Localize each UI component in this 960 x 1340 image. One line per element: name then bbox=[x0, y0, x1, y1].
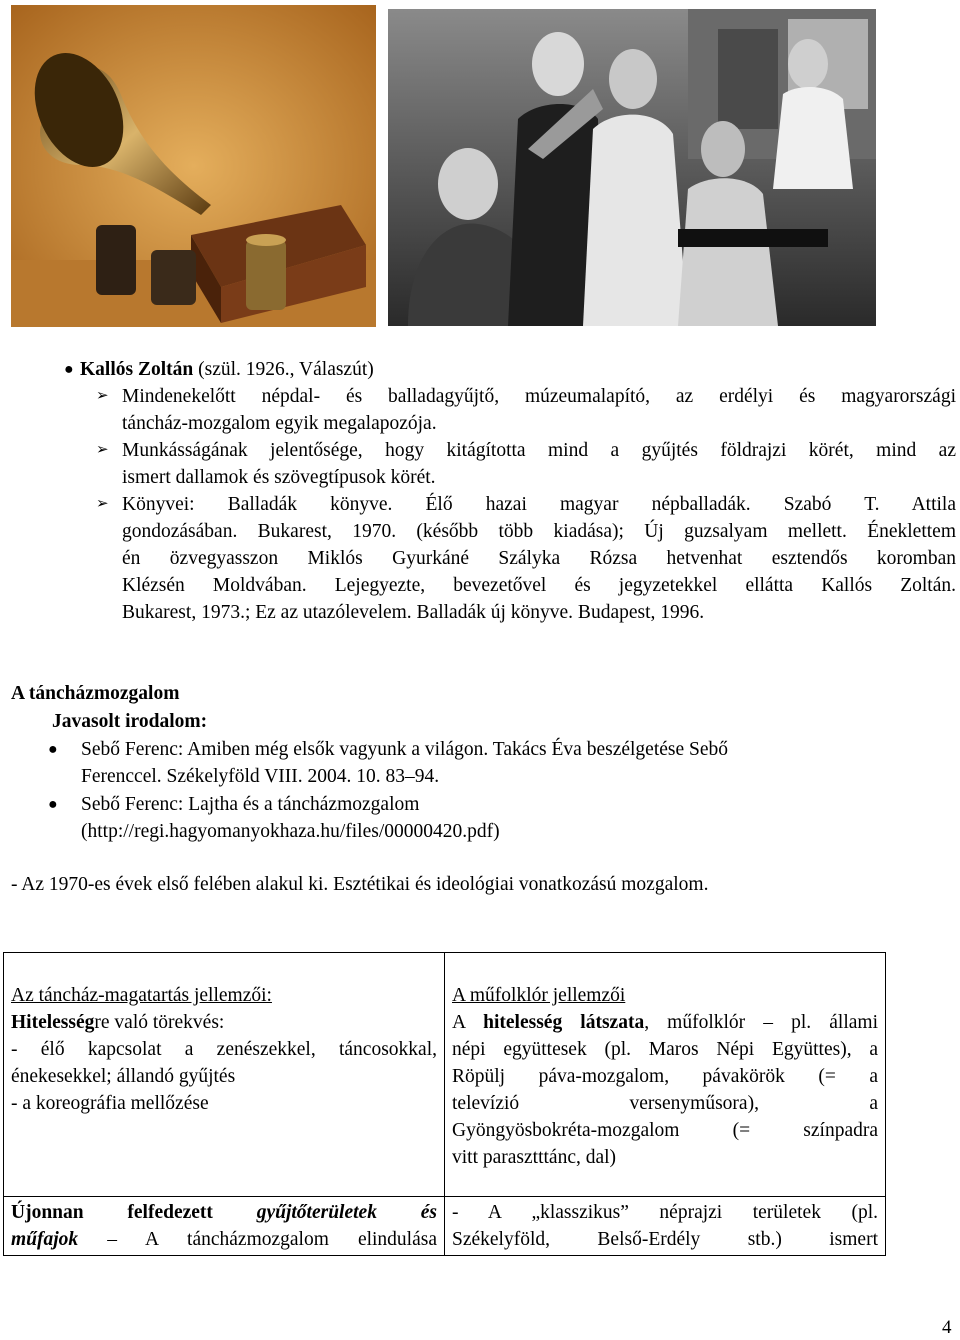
arrow-bullet-icon: ➢ bbox=[96, 388, 109, 404]
person-birth: (szül. 1926., Válaszút) bbox=[193, 359, 374, 380]
literature-item-2-line-1: Sebő Ferenc: Lajtha és a táncházmozgalom bbox=[81, 794, 420, 815]
arrow-bullet-icon: ➢ bbox=[96, 496, 109, 512]
point-3-line-5: Bukarest, 1973.; Ez az utazólevelem. Balladák új könyve. Budapest, 1996. bbox=[122, 602, 705, 623]
mufolklor-line-2: népi együttesek (pl. Maros Népi Együttes), a bbox=[452, 1039, 878, 1060]
table-cell-new-areas bbox=[4, 1197, 445, 1256]
bullet-icon: ● bbox=[48, 796, 58, 813]
point-3-line-3: én özvegyasszon Miklós Gyurkáné Szályka Rózsa hetvenhat esztendős koromban bbox=[122, 548, 956, 569]
literature-item-1-line-1: Sebő Ferenc: Amiben még elsők vagyunk a világon. Takács Éva beszélgetése Sebő bbox=[81, 739, 729, 760]
table-cell-mufolklor bbox=[445, 953, 886, 1197]
point-3-line-2: gondozásában. Bukarest, 1970. (később több kiadása); Új guzsalyam mellett. Éneklettem bbox=[122, 521, 956, 542]
tanchaz-line-2: énekesekkel; állandó gyűjtés bbox=[11, 1066, 236, 1087]
mufolklor-line-1: A hitelesség látszata, műfolklór – pl. állami bbox=[452, 1012, 879, 1033]
table-cell-classic-areas bbox=[445, 1197, 886, 1256]
literature-item-2-line-2: (http://regi.hagyomanyokhaza.hu/files/00000420.pdf) bbox=[81, 821, 500, 842]
tanchaz-line-3: - a koreográfia mellőzése bbox=[11, 1093, 209, 1114]
arrow-bullet-icon: ➢ bbox=[96, 442, 109, 458]
classic-areas-line-1: - A „klasszikus” néprajzi területek (pl. bbox=[452, 1202, 878, 1223]
field-recording-photo bbox=[388, 9, 876, 326]
mufolklor-heading: A műfolklór jellemzői bbox=[452, 985, 626, 1006]
mufolklor-line-6: vitt parasztttánc, dal) bbox=[452, 1147, 617, 1168]
classic-areas-line-2: Székelyföld, Belső-Erdély stb.) ismert bbox=[452, 1229, 878, 1250]
point-2-line-2: ismert dallamok és szövegtípusok körét. bbox=[122, 467, 436, 488]
point-3-line-1: Könyvei: Balladák könyve. Élő hazai magyar népballadák. Szabó T. Attila bbox=[122, 494, 956, 515]
new-areas-line-1: Újonnan felfedezett gyűjtőterületek és bbox=[11, 1202, 438, 1223]
tanchaz-heading: Az táncház-magatartás jellemzői: bbox=[11, 985, 272, 1006]
comparison-table bbox=[3, 952, 886, 1256]
literature-heading: Javasolt irodalom: bbox=[52, 711, 208, 732]
point-1-line-2: táncház-mozgalom egyik megalapozója. bbox=[122, 413, 437, 434]
tanchaz-authenticity: Hitelességre való törekvés: bbox=[11, 1012, 225, 1033]
table-row bbox=[4, 953, 886, 1197]
mufolklor-line-3: Röpülj páva-mozgalom, pávakörök (= a bbox=[452, 1066, 878, 1087]
table-cell-tanchaz bbox=[4, 953, 445, 1197]
mufolklor-line-4: televízió versenyműsora), a bbox=[452, 1093, 878, 1114]
point-3-line-4: Klézsén Moldvában. Lejegyezte, bevezetővel és jegyzetekkel ellátta Kallós Zoltán. bbox=[122, 575, 956, 596]
person-line bbox=[80, 356, 374, 383]
literature-item-1-line-2: Ferenccel. Székelyföld VIII. 2004. 10. 83–94. bbox=[81, 766, 440, 787]
new-areas-line-2: műfajok – A táncházmozgalom elindulása bbox=[11, 1229, 437, 1250]
mufolklor-line-5: Gyöngyösbokréta-mozgalom (= színpadra bbox=[452, 1120, 878, 1141]
point-2-line-1: Munkásságának jelentősége, hogy kitágította mind a gyűjtés földrajzi körét, mind az bbox=[122, 440, 956, 461]
summary-line: - Az 1970-es évek első felében alakul ki. Esztétikai és ideológiai vonatkozású mozgalom. bbox=[11, 874, 709, 895]
page-number: 4 bbox=[942, 1317, 952, 1338]
point-1-line-1: Mindenekelőtt népdal- és balladagyűjtő, múzeumalapító, az erdélyi és magyarországi bbox=[122, 386, 956, 407]
person-name: Kallós Zoltán bbox=[80, 359, 194, 380]
table-row bbox=[4, 1197, 886, 1256]
bullet-icon: ● bbox=[48, 741, 58, 758]
tanchaz-line-1: - élő kapcsolat a zenészekkel, táncosokkal, bbox=[11, 1039, 437, 1060]
section-heading: A táncházmozgalom bbox=[11, 683, 180, 704]
bullet-icon: ● bbox=[64, 361, 74, 378]
gramophone-photo bbox=[11, 5, 376, 327]
